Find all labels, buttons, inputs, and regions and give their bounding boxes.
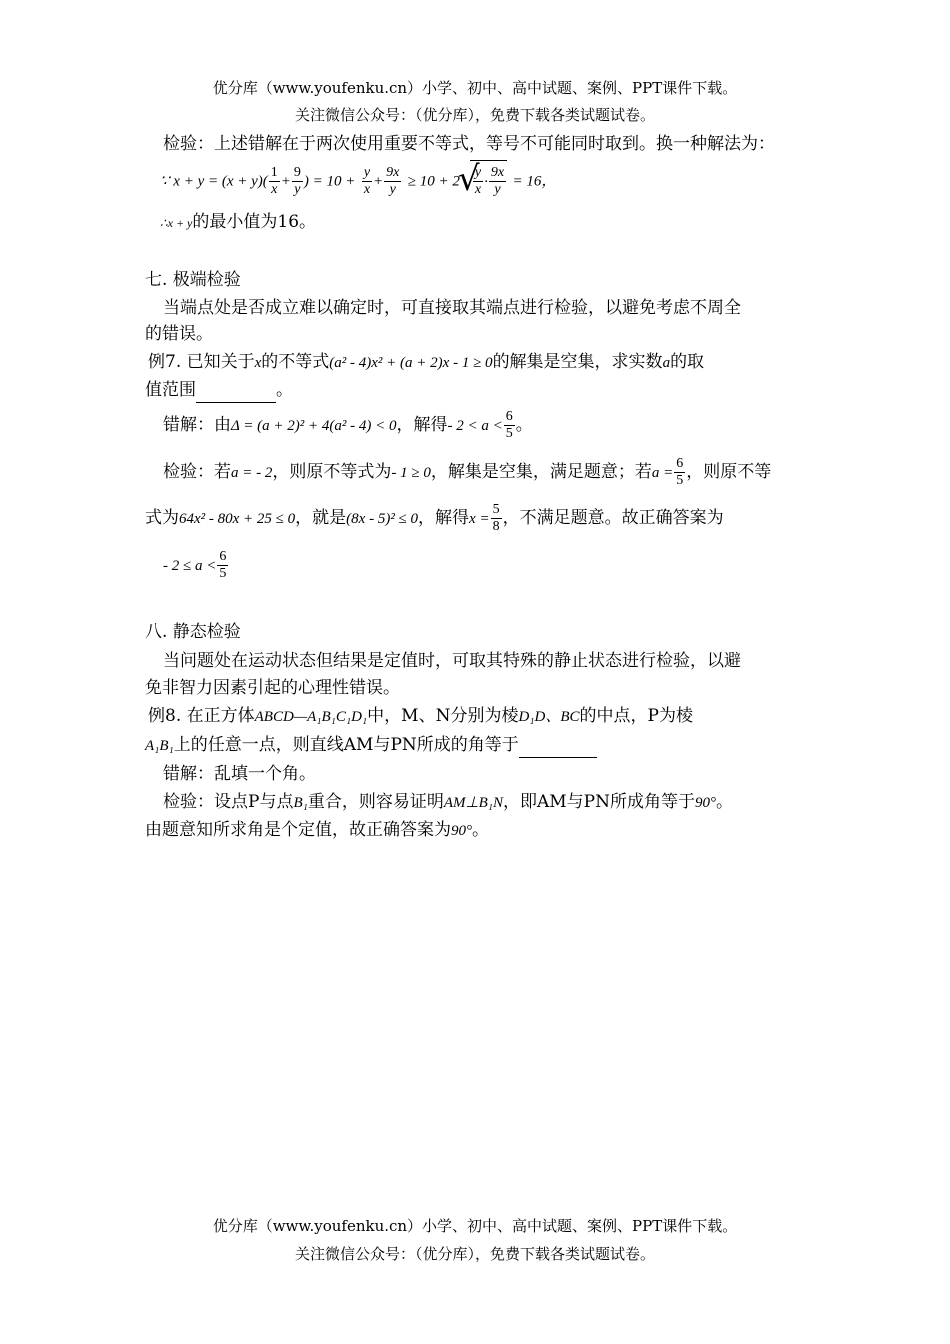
s6-eq-mid: ) = 10 + (303, 173, 356, 190)
s6-conclusion: ∴x + y的最小值为16。 (160, 212, 317, 232)
s8-intro-2: 免非智力因素引起的心理性错误。 (145, 678, 400, 698)
s8-wrong-solution: 错解：乱填一个角。 (163, 764, 316, 784)
s7-intro-1: 当端点处是否成立难以确定时，可直接取其端点进行检验，以避免考虑不周全 (163, 298, 741, 318)
s6-eq-prefix: ∵ x + y = (x + y)( (160, 173, 268, 190)
s6-eq-mid2: ≥ 10 + 2 (407, 173, 460, 190)
s8-example-line-1: 例8. 在正方体ABCD—A₁B₁C₁D₁中，M、N分别为棱D₁D、BC的中点，P为棱 (148, 706, 693, 726)
s8-intro-1: 当问题处在运动状态但结果是定值时，可取其特殊的静止状态进行检验，以避 (163, 651, 741, 671)
s7-intro-2: 的错误。 (145, 324, 213, 344)
page-footer-line-2: 关注微信公众号：（优分库），免费下载各类试题试卷。 (294, 1245, 655, 1263)
s8-check-line: 检验：设点P与点B₁重合，则容易证明AM⊥B₁N，即AM与PN所成角等于90°。 (163, 792, 733, 812)
s7-check-line-1: 检验：若a = - 2，则原不等式为- 1 ≥ 0，解集是空集，满足题意；若a = $\frac{6}{5}$ ，则原不等 (163, 456, 772, 488)
page-footer-line-1: 优分库（www.youfenku.cn）小学、初中、高中试题、案例、PPT课件下载。 (212, 1217, 738, 1235)
frac-9-over-y: $\frac{9}{y}$ (293, 164, 301, 197)
page-header-line-1: 优分库（www.youfenku.cn）小学、初中、高中试题、案例、PPT课件下载。 (212, 79, 738, 97)
s7-check-line-2: 式为64x² - 80x + 25 ≤ 0，就是(8x - 5)² ≤ 0，解得x = $\frac{5}{8}$ ，不满足题意。故正确答案为 (145, 502, 724, 534)
s6-eq-end: = 16， (512, 173, 557, 190)
frac-1-over-x: $\frac{1}{x}$ (270, 164, 278, 197)
sqrt-expression: √ $\frac{y}{x}$ · $\frac{9x}{y}$ (470, 160, 507, 202)
frac-9x-over-y: $\frac{9x}{y}$ (386, 164, 400, 197)
s7-example-line-1: 例7. 已知关于x的不等式(a² - 4)x² + (a + 2)x - 1 ≥ 0的解集是空集，求实数a的取 (148, 352, 705, 372)
s7-heading: 七. 极端检验 (145, 270, 241, 290)
s8-example-line-2: A₁B₁上的任意一点，则直线AM与PN所成的角等于 (145, 733, 810, 758)
s7-example-line-2: 值范围 。 (145, 378, 810, 403)
s6-equation: ∵ x + y = (x + y)( $\frac{1}{x}$ + $\frac{9}{y}$ ) = 10 + $\frac{y}{x}$ + $\frac{9x}{y}$ ≥ 10 + 2 √ $\frac{y}{x}$ · $\frac{9x}{y}$ = 16， (160, 160, 825, 202)
s7-wrong-solution: 错解：由Δ = (a + 2)² + 4(a² - 4) < 0，解得- 2 < a < $\frac{6}{5}$ 。 (163, 409, 533, 441)
frac-y-over-x: $\frac{y}{x}$ (363, 164, 371, 197)
s6-check-line: 检验：上述错解在于两次使用重要不等式，等号不可能同时取到。换一种解法为： (163, 134, 775, 154)
s8-heading: 八. 静态检验 (145, 622, 241, 642)
page-header-line-2: 关注微信公众号：（优分库），免费下载各类试题试卷。 (294, 106, 655, 124)
s8-final-answer: 由题意知所求角是个定值，故正确答案为90°。 (145, 820, 489, 840)
s7-answer: - 2 ≤ a < $\frac{6}{5}$ (163, 549, 227, 581)
